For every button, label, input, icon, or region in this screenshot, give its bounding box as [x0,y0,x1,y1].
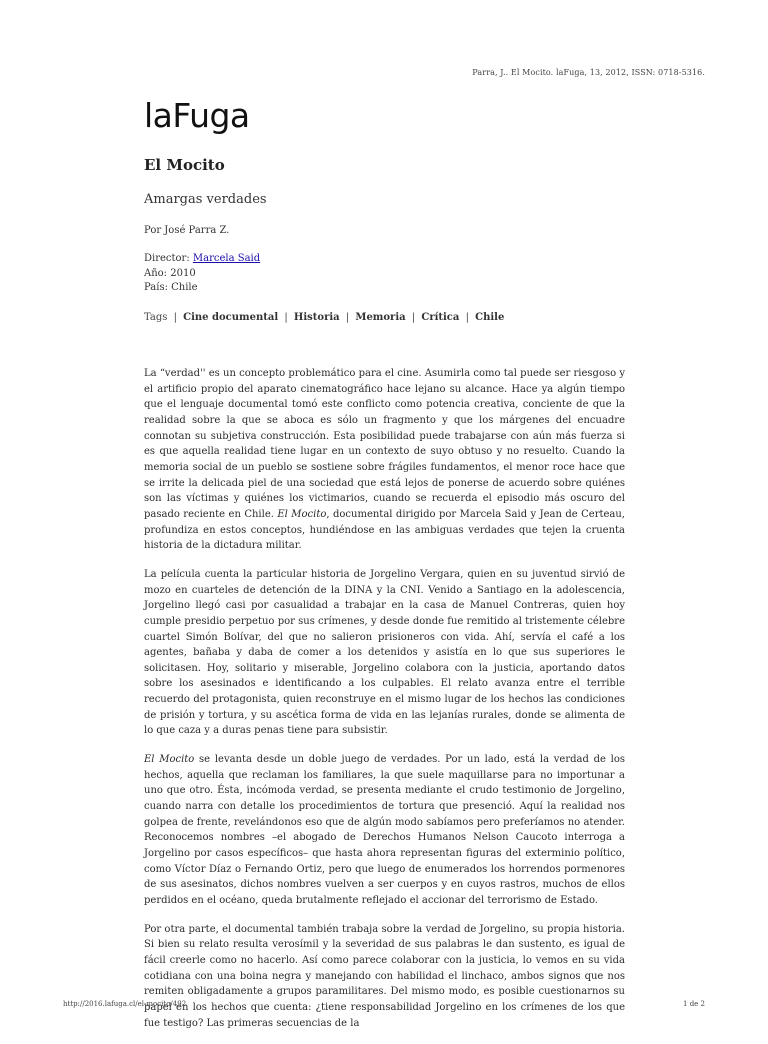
paragraph: La película cuenta la particular historia de Jorgelino Vergara, quien en su juventud sirvió de mozo en cuarteles de detención de la DINA y la CNI. Venido a Santiago en la adolescencia, Jorgelino llegó casi por casualidad a trabajar en la casa de Manuel Contreras, quien hoy cumple presidio perpetuo por sus crímenes, y desde donde fue remitido al tristemente célebre cuartel Simón Bolívar, del que no salieron prisioneros con vida. Ahí, servía el café a los agentes, bañaba y daba de comer a los detenidos y asistía en lo que sus superiores le solicitasen. Hoy, solitario y miserable, Jorgelino colabora con la justicia, aportando datos sobre los asesinados e identificando a los culpables. El relato avanza entre el terrible recuerdo del protagonista, quien reconstruye en el mismo lugar de los hechos las condiciones de prisión y tortura, y su ascética forma de vida en las lejanías rurales, donde se alimenta de lo que caza y a duras penas tiene para subsistir. [144,568,625,737]
article-subtitle: Amargas verdades [144,192,267,207]
tag-separator: | [411,312,416,323]
tag-memoria[interactable]: Memoria [355,312,406,323]
tag-separator: | [345,312,350,323]
tag-separator: | [284,312,288,323]
citation: Parra, J.. El Mocito. laFuga, 13, 2012, ISSN: 0718-5316. [472,68,705,77]
tags-list [144,312,504,323]
tag-separator: | [465,312,469,323]
paragraph: La “verdad'' es un concepto problemático para el cine. Asumirla como tal puede ser riesgoso y el artificio propio del aparato cinematográfico hace lejano su alcance. Hace ya algún tiempo que el lenguaje documental tomó este conflicto como potencia creativa, conciente de que la realidad sobre la que se aboca es sólo un fragmento y que los márgenes del encuadre connotan su subjetiva construcción. Esta posibilidad puede trabajarse con aún más fuerza si es que aquella realidad tiene lugar en un contexto de suyo obtuso y no resuelto. Cuando la memoria social de un pueblo se sostiene sobre frágiles fundamentos, el menor roce hace que se irrite la delicada piel de una sociedad que está lejos de ponerse de acuerdo sobre quiénes son las víctimas y quiénes los victimarios, cuando se recuerda el episodio más oscuro del pasado reciente en Chile. El Mocito, documental dirigido por Marcela Said y Jean de Certeau, profundiza en estos conceptos, hundiéndose en las ambiguas verdades que tejen la cruenta historia de la dictadura militar. [144,368,625,552]
tag-critica[interactable]: Crítica [421,312,460,323]
director-row [144,252,260,267]
page-number: 1 de 2 [683,1000,705,1008]
country-label: País: [144,282,172,293]
year-value: 2010 [170,267,196,279]
tag-separator: | [173,312,177,323]
paragraph: El Mocito se levanta desde un doble juego de verdades. Por un lado, está la verdad de los hechos, aquella que reclaman los familiares, la que suele maquillarse para no importunar a uno que otro. Ésta, incómoda verdad, se presenta mediante el crudo testimonio de Jorgelino, cuando narra con detalle los procedimientos de tortura que presenció. Aquí la realidad nos golpea de frente, revelándonos eso que de algún modo sabíamos pero preferíamos no atender. Reconocemos nombres –el abogado de Derechos Humanos Nelson Caucoto interroga a Jorgelino por casos específicos– que hasta ahora representan figuras del exterminio político, como Víctor Díaz o Fernando Ortiz, pero que luego de enumerados los horrendos pormenores de sus asesinatos, dichos nombres vuelven a ser cuerpos y en cuyos rastros, muchos de ellos perdidos en el océano, queda brutalmente reflejado el accionar del terrorismo de Estado. [144,754,625,906]
tags-label: Tags [144,312,168,323]
year-row [144,267,260,282]
article-body [144,366,625,1044]
tag-cine-documental[interactable]: Cine documental [183,312,279,323]
tag-historia[interactable]: Historia [293,312,340,323]
paragraph: Por otra parte, el documental también trabaja sobre la verdad de Jorgelino, su propia historia. Si bien su relato resulta verosímil y la severidad de sus palabras le dan sustento, es igual de fácil creerle como no hacerlo. Así como parece colaborar con la justicia, lo vemos en su vida cotidiana con una boina negra y manejando con habilidad el linchaco, ambos signos que nos remiten obligadamente a grupos paramilitares. Del mismo modo, es posible cuestionarnos su papel en los hechos que cuenta: ¿tiene responsabilidad Jorgelino en los crímenes de los que fue testigo? Las primeras secuencias de la [144,923,625,1029]
director-label: Director: [144,253,193,264]
footer-url: http://2016.lafuga.cl/el-mocito/492 [63,1000,187,1008]
director-link[interactable]: Marcela Said [192,253,261,264]
article-title: El Mocito [144,156,225,174]
film-metadata [144,252,260,296]
article-author: Por José Parra Z. [144,225,230,236]
year-label: Año: [144,267,171,279]
tag-chile[interactable]: Chile [475,312,505,323]
site-logo[interactable]: laFuga [144,96,250,135]
country-row [144,281,260,296]
country-value: Chile [171,282,198,293]
